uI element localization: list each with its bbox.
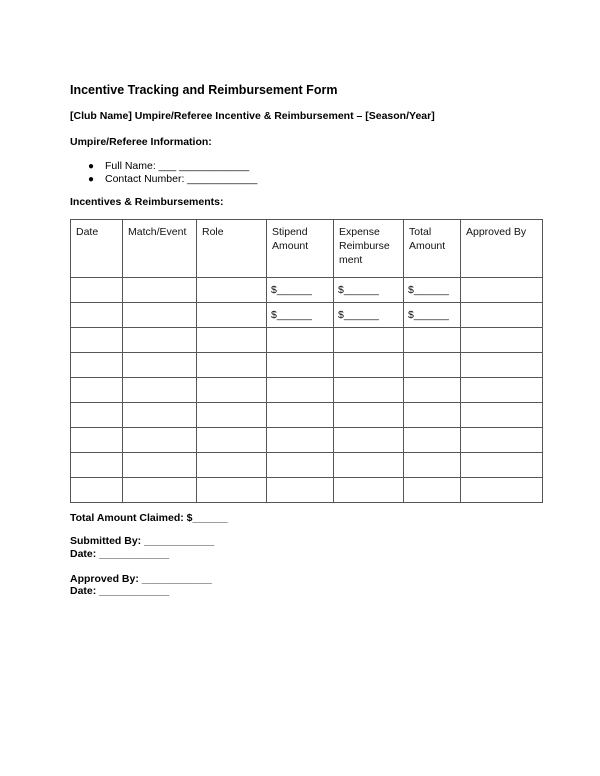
- table-row: [71, 303, 543, 328]
- table-row: [71, 403, 543, 428]
- table-cell: [334, 478, 404, 503]
- table-cell: [404, 378, 461, 403]
- table-cell: [461, 278, 543, 303]
- table-cell: [71, 328, 123, 353]
- contact-number-field: Contact Number: ____________: [105, 173, 258, 185]
- table-cell: [123, 378, 197, 403]
- table-cell: [197, 353, 267, 378]
- table-cell: [197, 478, 267, 503]
- table-cell: [123, 303, 197, 328]
- table-cell: [123, 478, 197, 503]
- table-cell: [334, 328, 404, 353]
- table-cell: [267, 478, 334, 503]
- table-cell: [71, 278, 123, 303]
- column-header-date: Date: [71, 220, 123, 278]
- table-cell: [461, 303, 543, 328]
- column-header-total-amount: Total Amount: [404, 220, 461, 278]
- column-header-expense-reimbursement: Expense Reimburse ment: [334, 220, 404, 278]
- column-header-approved-by: Approved By: [461, 220, 543, 278]
- table-cell: [267, 428, 334, 453]
- table-cell: [267, 328, 334, 353]
- document-subtitle: [Club Name] Umpire/Referee Incentive & Reimbursement – [Season/Year]: [70, 110, 435, 122]
- table-row: [71, 328, 543, 353]
- total-amount-claimed: Total Amount Claimed: $______: [70, 512, 228, 524]
- table-cell: [197, 378, 267, 403]
- table-section-heading: Incentives & Reimbursements:: [70, 196, 224, 208]
- table-row: [71, 278, 543, 303]
- full-name-field: Full Name: ___ ____________: [105, 160, 250, 172]
- table-cell: $______: [334, 303, 404, 328]
- table-cell: [71, 453, 123, 478]
- approved-date-field: Date: ____________: [70, 585, 170, 597]
- table-cell: [123, 453, 197, 478]
- info-section-heading: Umpire/Referee Information:: [70, 136, 212, 148]
- table-row: [71, 353, 543, 378]
- table-cell: [267, 353, 334, 378]
- table-cell: [197, 403, 267, 428]
- table-header-row: [71, 220, 543, 278]
- table-cell: $______: [267, 303, 334, 328]
- table-cell: [461, 353, 543, 378]
- table-cell: [404, 353, 461, 378]
- table-cell: [334, 403, 404, 428]
- table-body: [71, 278, 543, 503]
- table-cell: [334, 453, 404, 478]
- table-cell: [461, 428, 543, 453]
- table-cell: [334, 353, 404, 378]
- table-cell: [334, 378, 404, 403]
- column-header-stipend-amount: Stipend Amount: [267, 220, 334, 278]
- table-cell: [71, 428, 123, 453]
- table-row: [71, 428, 543, 453]
- table-cell: [71, 403, 123, 428]
- table-cell: [71, 303, 123, 328]
- bullet-icon: ●: [88, 161, 95, 172]
- table-cell: [267, 378, 334, 403]
- table-cell: $______: [334, 278, 404, 303]
- table-cell: [404, 453, 461, 478]
- table-cell: [461, 403, 543, 428]
- table-cell: $______: [267, 278, 334, 303]
- table-cell: [197, 278, 267, 303]
- table-cell: [461, 328, 543, 353]
- list-item-contact-number: [88, 173, 257, 186]
- table-cell: $______: [404, 278, 461, 303]
- approved-by-field: Approved By: ____________: [70, 573, 212, 585]
- table-cell: [123, 328, 197, 353]
- table-cell: [267, 403, 334, 428]
- table-cell: [461, 453, 543, 478]
- table-cell: [404, 328, 461, 353]
- document-title: Incentive Tracking and Reimbursement Form: [70, 83, 338, 97]
- table-row: [71, 378, 543, 403]
- column-header-role: Role: [197, 220, 267, 278]
- table-cell: [71, 478, 123, 503]
- table-cell: [404, 403, 461, 428]
- bullet-icon: ●: [88, 174, 95, 185]
- submitted-by-field: Submitted By: ____________: [70, 535, 215, 547]
- table-cell: [334, 428, 404, 453]
- table-cell: [404, 428, 461, 453]
- incentives-table: [70, 219, 543, 503]
- table-cell: [267, 453, 334, 478]
- table-cell: [461, 478, 543, 503]
- table-cell: [71, 378, 123, 403]
- table-cell: [197, 328, 267, 353]
- table-row: [71, 453, 543, 478]
- table-cell: [123, 403, 197, 428]
- table-cell: [123, 353, 197, 378]
- table-cell: [123, 428, 197, 453]
- info-list: [88, 160, 257, 186]
- submitted-date-field: Date: ____________: [70, 548, 170, 560]
- table-cell: [404, 478, 461, 503]
- table-cell: [197, 303, 267, 328]
- table-row: [71, 478, 543, 503]
- table-cell: [71, 353, 123, 378]
- table-cell: [461, 378, 543, 403]
- table-cell: [197, 453, 267, 478]
- column-header-match-event: Match/Event: [123, 220, 197, 278]
- table-cell: [123, 278, 197, 303]
- table-cell: $______: [404, 303, 461, 328]
- list-item-full-name: [88, 160, 257, 173]
- table-cell: [197, 428, 267, 453]
